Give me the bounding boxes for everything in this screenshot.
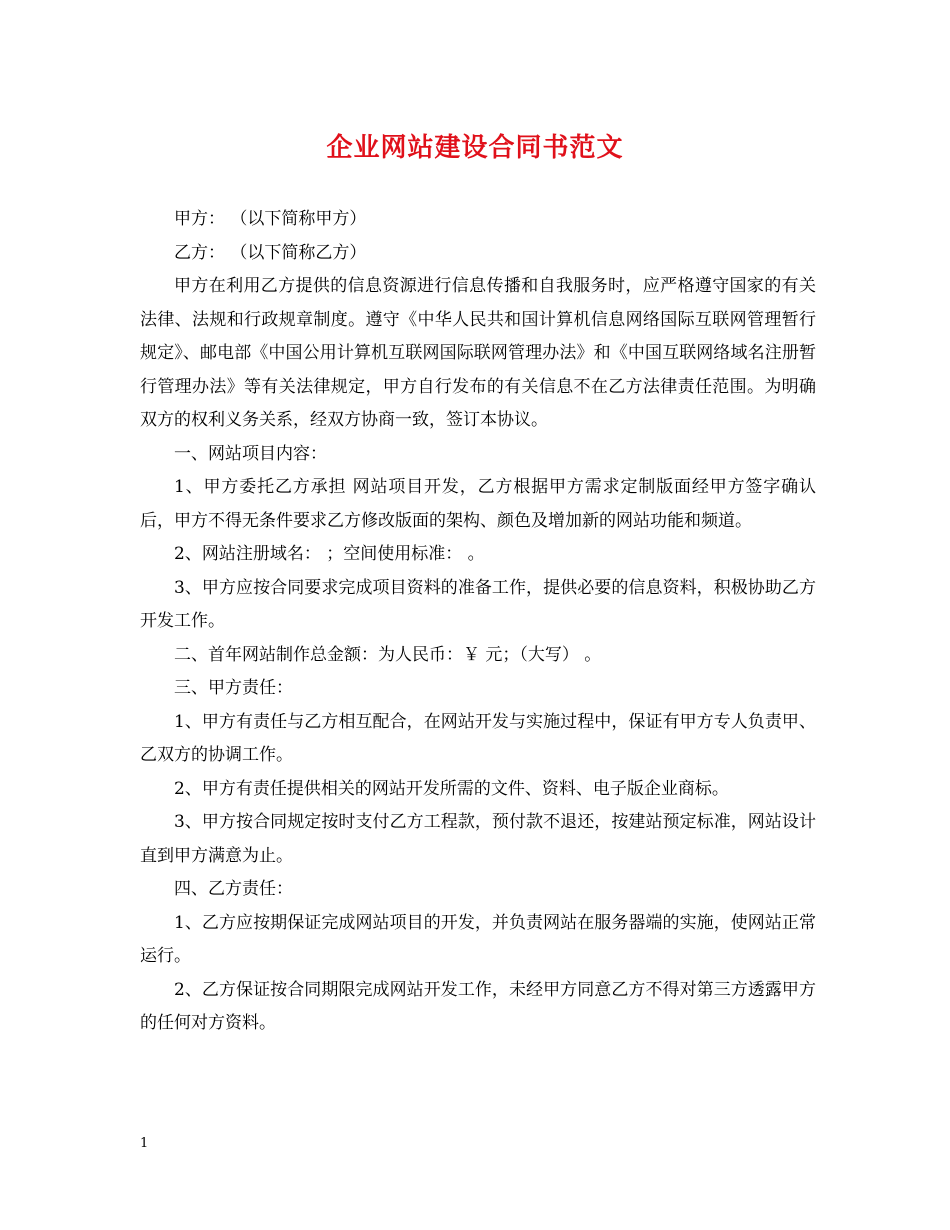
page-number: 1 — [140, 1136, 149, 1151]
clause-1-3: 3、甲方应按合同要求完成项目资料的准备工作，提供必要的信息资料，积极协助乙方开发工作。 — [140, 577, 816, 631]
clause-1-2: 2、网站注册域名： ；空间使用标准： 。 — [174, 544, 485, 564]
document-body — [140, 203, 816, 1041]
clause-1-1: 1、甲方委托乙方承担 网站项目开发，乙方根据甲方需求定制版面经甲方签字确认后，甲方不得无条件要求乙方修改版面的架构、颜色及增加新的网站功能和频道。 — [140, 477, 816, 531]
party-b-line: 乙方： （以下简称乙方） — [174, 242, 367, 263]
section-heading-project-content: 一、网站项目内容： — [174, 443, 327, 464]
clause-3-3: 3、甲方按合同规定按时支付乙方工程款，预付款不退还，按建站预定标准，网站设计直到甲方满意为止。 — [140, 812, 816, 866]
section-heading-total-amount: 二、首年网站制作总金额：为人民币：￥ 元；（大写） 。 — [174, 644, 602, 665]
clause-4-1: 1、乙方应按期保证完成网站项目的开发，并负责网站在服务器端的实施，使网站正常运行。 — [140, 912, 816, 966]
section-heading-party-b-duties: 四、乙方责任： — [174, 879, 293, 899]
document-title: 企业网站建设合同书范文 — [326, 133, 624, 163]
preamble-paragraph: 甲方在利用乙方提供的信息资源进行信息传播和自我服务时，应严格遵守国家的有关法律、法规和行政规章制度。遵守《中华人民共和国计算机信息网络国际互联网管理暂行规定》、邮电部《中国公用计算机互联网国际联网管理办法》和《中国互联网络域名注册暂行管理办法》等有关法律规定，甲方自行发布的有关信息不在乙方法律责任范围。为明确双方的权利义务关系，经双方协商一致，签订本协议。 — [140, 276, 816, 430]
clause-4-2: 2、乙方保证按合同期限完成网站开发工作，未经甲方同意乙方不得对第三方透露甲方的任何对方资料。 — [140, 979, 816, 1033]
section-heading-party-a-duties: 三、甲方责任： — [174, 678, 293, 698]
clause-3-1: 1、甲方有责任与乙方相互配合，在网站开发与实施过程中，保证有甲方专人负责甲、乙双方的协调工作。 — [140, 711, 816, 765]
party-a-line: 甲方： （以下简称甲方） — [174, 209, 367, 229]
clause-3-2: 2、甲方有责任提供相关的网站开发所需的文件、资料、电子版企业商标。 — [174, 778, 729, 799]
